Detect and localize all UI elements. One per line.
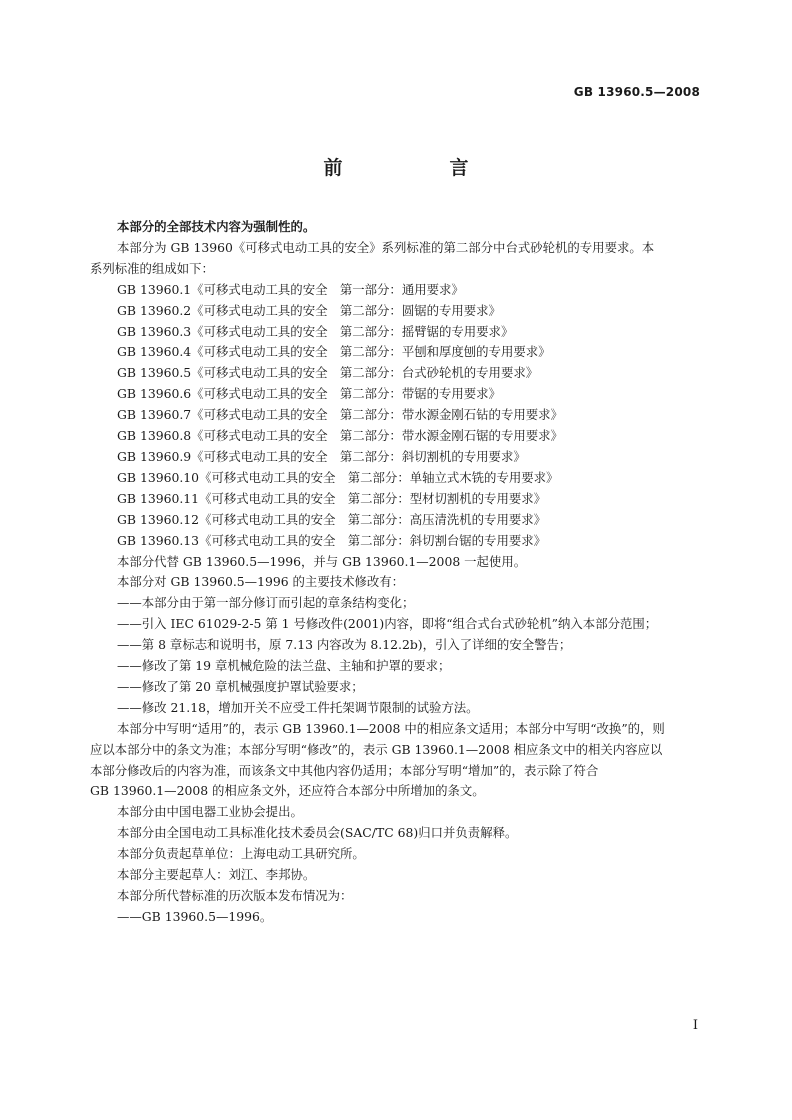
change-item: ——修改 21.18，增加开关不应受工件托架调节限制的试验方法。 [117,699,479,715]
part-item: GB 13960.7《可移式电动工具的安全 第二部分：带水源金刚石钻的专用要求》 [117,407,563,423]
part-item: GB 13960.8《可移式电动工具的安全 第二部分：带水源金刚石锯的专用要求》 [117,428,563,444]
part-item: GB 13960.9《可移式电动工具的安全 第二部分：斜切割机的专用要求》 [117,448,526,464]
usage-line-2: 应以本部分中的条文为准；本部分写明“修改”的，表示 GB 13960.1—2008 相应条文中的相关内容应以 [90,741,663,757]
part-item: GB 13960.4《可移式电动工具的安全 第二部分：平刨和厚度刨的专用要求》 [117,344,551,360]
drafting-unit: 本部分负责起草单位：上海电动工具研究所。 [117,846,365,862]
usage-line-4: GB 13960.1—2008 的相应条文外，还应符合本部分中所增加的条文。 [90,783,485,799]
change-item: ——引入 IEC 61029-2-5 第 1 号修改件(2001)内容，即将“组合式台式砂轮机”纳入本部分范围； [117,616,658,632]
part-item: GB 13960.6《可移式电动工具的安全 第二部分：带锯的专用要求》 [117,386,501,402]
replaces-statement: 本部分代替 GB 13960.5—1996，并与 GB 13960.1—2008 一起使用。 [117,553,527,569]
page-number: I [692,1018,698,1033]
intro-line-2: 系列标准的组成如下： [90,260,214,276]
part-item: GB 13960.5《可移式电动工具的安全 第二部分：台式砂轮机的专用要求》 [117,365,539,381]
usage-line-1: 本部分中写明“适用”的，表示 GB 13960.1—2008 中的相应条文适用；本部分中写明“改换”的，则 [117,720,665,736]
history-intro: 本部分所代替标准的历次版本发布情况为： [117,888,353,903]
part-item: GB 13960.11《可移式电动工具的安全 第二部分：型材切割机的专用要求》 [117,490,547,506]
proposed-by: 本部分由中国电器工业协会提出。 [117,804,303,820]
part-item: GB 13960.13《可移式电动工具的安全 第二部分：斜切割台锯的专用要求》 [117,532,547,548]
part-item: GB 13960.10《可移式电动工具的安全 第二部分：单轴立式木铣的专用要求》 [117,469,559,485]
drafters: 本部分主要起草人：刘江、李邦协。 [117,867,316,883]
foreword-body [90,217,702,928]
mandatory-note: 本部分的全部技术内容为强制性的。 [117,219,316,234]
part-item: GB 13960.12《可移式电动工具的安全 第二部分：高压清洗机的专用要求》 [117,511,547,527]
page-title: 前 言 [323,157,513,179]
change-item: ——修改了第 19 章机械危险的法兰盘、主轴和护罩的要求； [117,658,451,674]
change-item: ——本部分由于第一部分修订而引起的章条结构变化； [117,595,415,611]
managed-by: 本部分由全国电动工具标准化技术委员会(SAC/TC 68)归口并负责解释。 [117,825,518,841]
part-item: GB 13960.1《可移式电动工具的安全 第一部分：通用要求》 [117,281,464,297]
usage-line-3: 本部分修改后的内容为准，而该条文中其他内容仍适用；本部分写明“增加”的，表示除了符合 [90,762,599,778]
part-item: GB 13960.3《可移式电动工具的安全 第二部分：摇臂锯的专用要求》 [117,323,514,339]
change-item: ——第 8 章标志和说明书，原 7.13 内容改为 8.12.2b)，引入了详细的安全警告； [117,637,572,653]
intro-line-1: 本部分为 GB 13960《可移式电动工具的安全》系列标准的第二部分中台式砂轮机的专用要求。本 [117,239,655,255]
changes-intro: 本部分对 GB 13960.5—1996 的主要技术修改有： [117,574,405,590]
part-item: GB 13960.2《可移式电动工具的安全 第二部分：圆锯的专用要求》 [117,302,501,318]
history-item: ——GB 13960.5—1996。 [117,908,273,924]
change-item: ——修改了第 20 章机械强度护罩试验要求； [117,678,364,694]
standard-code: GB 13960.5—2008 [573,85,700,99]
